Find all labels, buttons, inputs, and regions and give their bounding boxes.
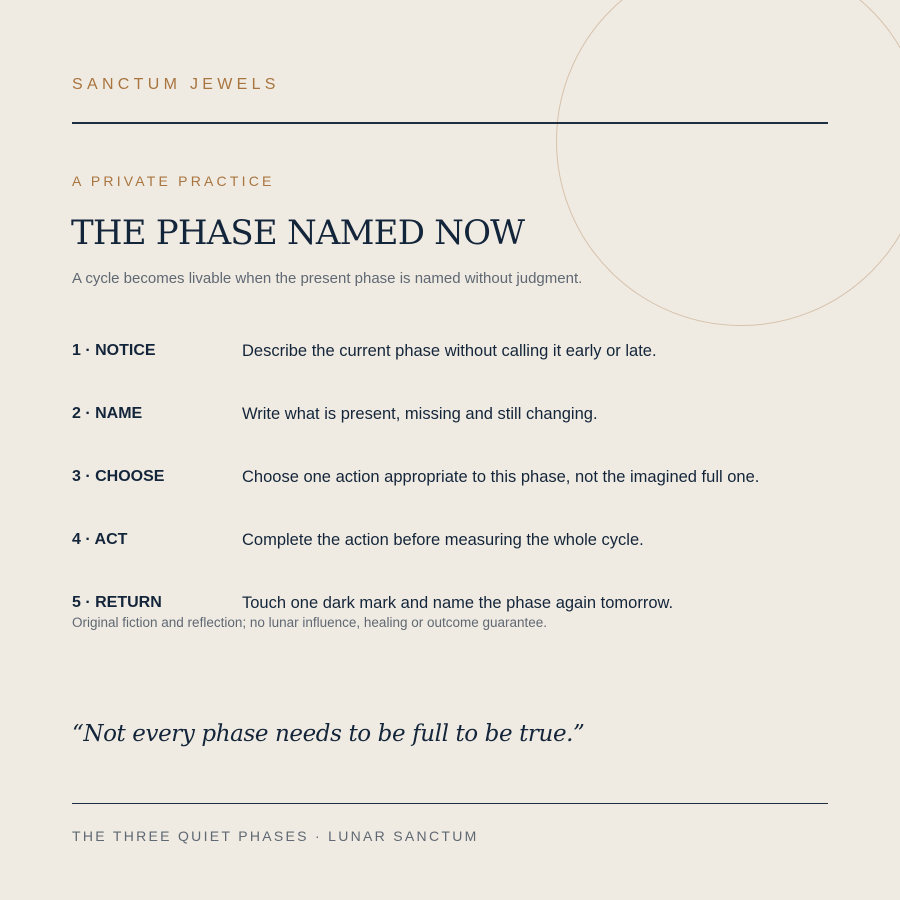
step-label: 1 · NOTICE bbox=[72, 342, 156, 359]
header-divider bbox=[72, 122, 828, 124]
page-title: THE PHASE NAMED NOW bbox=[71, 213, 525, 253]
step-label: 5 · RETURN bbox=[72, 594, 162, 611]
footer-text: THE THREE QUIET PHASES · LUNAR SANCTUM bbox=[72, 828, 479, 844]
step-description: Choose one action appropriate to this phase, not the imagined full one. bbox=[242, 468, 760, 486]
step-label: 2 · NAME bbox=[72, 405, 143, 422]
step-description: Complete the action before measuring the whole cycle. bbox=[242, 531, 644, 549]
footer-divider bbox=[72, 803, 828, 804]
step-label: 4 · ACT bbox=[72, 531, 128, 548]
eyebrow-label: A PRIVATE PRACTICE bbox=[72, 173, 275, 189]
step-description: Describe the current phase without calling it early or late. bbox=[242, 342, 657, 360]
step-act bbox=[72, 531, 828, 555]
disclaimer-note: Original fiction and reflection; no lunar influence, healing or outcome guarantee. bbox=[72, 615, 548, 630]
brand-name: SANCTUM JEWELS bbox=[72, 76, 280, 93]
decorative-circle bbox=[556, 0, 900, 326]
step-name bbox=[72, 405, 828, 429]
page-subtitle: A cycle becomes livable when the present phase is named without judgment. bbox=[72, 270, 583, 287]
step-description: Write what is present, missing and still changing. bbox=[242, 405, 598, 423]
step-choose bbox=[72, 468, 828, 492]
step-description: Touch one dark mark and name the phase again tomorrow. bbox=[242, 594, 674, 612]
pull-quote: “Not every phase needs to be full to be true.” bbox=[72, 721, 585, 747]
step-notice bbox=[72, 342, 828, 366]
step-label: 3 · CHOOSE bbox=[72, 468, 165, 485]
